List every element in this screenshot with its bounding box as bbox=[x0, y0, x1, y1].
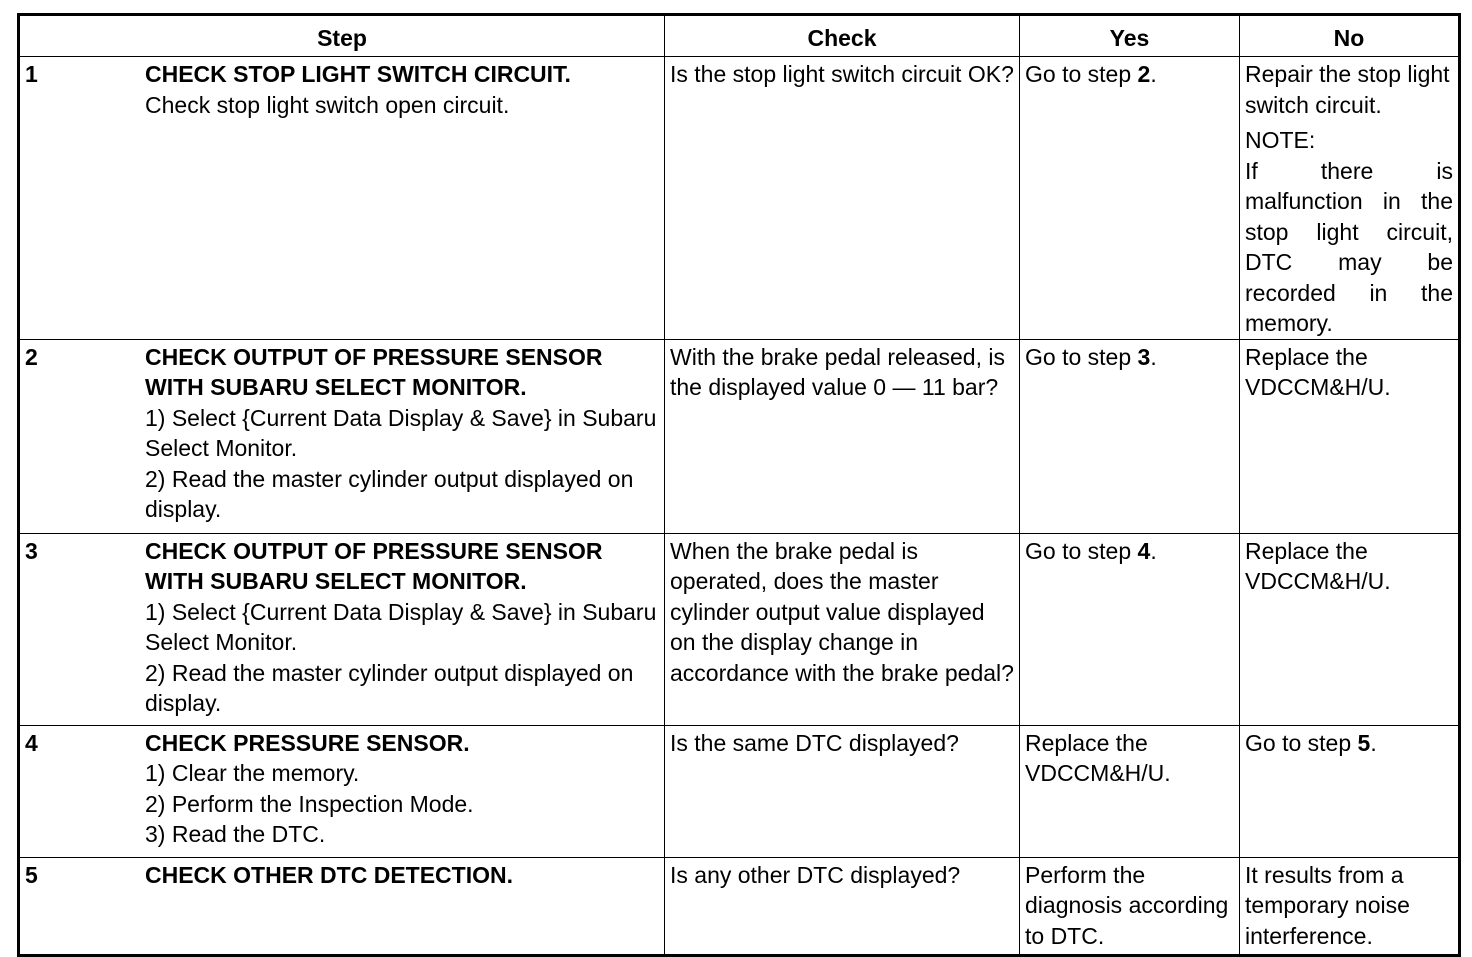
step-instruction: 2) Read the master cylinder output displayed on display. bbox=[145, 659, 634, 716]
yes-prefix: Go to step bbox=[1025, 61, 1138, 87]
diagnosis-table bbox=[17, 13, 1461, 957]
step-number: 2 bbox=[25, 343, 38, 370]
no-step-ref: 5 bbox=[1357, 729, 1371, 756]
table-row bbox=[19, 533, 1460, 725]
header-yes: Yes bbox=[1020, 15, 1240, 57]
table-header-row bbox=[19, 15, 1460, 57]
note-label: NOTE: bbox=[1245, 127, 1316, 153]
step-instruction: 1) Select {Current Data Display & Save} in Subaru Select Monitor. bbox=[145, 598, 657, 655]
step-title: CHECK STOP LIGHT SWITCH CIRCUIT. bbox=[145, 61, 571, 87]
step-cell bbox=[19, 57, 665, 340]
header-no: No bbox=[1240, 15, 1460, 57]
step-instruction: 1) Select {Current Data Display & Save} in Subaru Select Monitor. bbox=[145, 404, 657, 461]
step-number: 3 bbox=[25, 537, 38, 564]
yes-prefix: Go to step bbox=[1025, 343, 1138, 370]
no-prefix: Go to step bbox=[1245, 729, 1358, 756]
step-title: CHECK OUTPUT OF PRESSURE SENSOR WITH SUBARU SELECT MONITOR. bbox=[145, 537, 603, 594]
no-cell bbox=[1240, 57, 1460, 340]
yes-prefix: Go to step bbox=[1025, 537, 1138, 564]
yes-cell bbox=[1020, 339, 1240, 533]
no-cell bbox=[1240, 725, 1460, 857]
yes-suffix: . bbox=[1150, 343, 1157, 370]
no-suffix: . bbox=[1370, 729, 1377, 756]
step-number: 5 bbox=[25, 861, 38, 888]
yes-step-ref: 2 bbox=[1137, 61, 1151, 87]
check-cell: When the brake pedal is operated, does the master cylinder output value displayed on the display change in accordance with the brake pedal? bbox=[665, 533, 1020, 725]
no-cell: It results from a temporary noise interference. bbox=[1240, 857, 1460, 955]
table-row bbox=[19, 57, 1460, 340]
step-title: CHECK OTHER DTC DETECTION. bbox=[145, 861, 513, 888]
step-number: 4 bbox=[25, 729, 38, 756]
table-row bbox=[19, 339, 1460, 533]
step-instruction: 2) Read the master cylinder output displayed on display. bbox=[145, 465, 634, 522]
step-number: 1 bbox=[25, 61, 38, 87]
yes-cell bbox=[1020, 57, 1240, 340]
table-row bbox=[19, 725, 1460, 857]
step-cell bbox=[19, 533, 665, 725]
step-cell bbox=[19, 857, 665, 955]
step-instruction: 2) Perform the Inspection Mode. bbox=[145, 790, 474, 817]
step-instruction: 3) Read the DTC. bbox=[145, 821, 326, 847]
step-instruction: Check stop light switch open circuit. bbox=[145, 91, 510, 118]
check-cell: With the brake pedal released, is the displayed value 0 — 11 bar? bbox=[665, 339, 1020, 533]
no-cell: Replace the VDCCM&H/U. bbox=[1240, 339, 1460, 533]
step-title: CHECK OUTPUT OF PRESSURE SENSOR WITH SUBARU SELECT MONITOR. bbox=[145, 343, 603, 400]
yes-cell bbox=[1020, 533, 1240, 725]
no-cell: Replace the VDCCM&H/U. bbox=[1240, 533, 1460, 725]
check-cell: Is the stop light switch circuit OK? bbox=[665, 57, 1020, 340]
check-cell: Is any other DTC displayed? bbox=[665, 857, 1020, 955]
step-cell bbox=[19, 725, 665, 857]
check-cell: Is the same DTC displayed? bbox=[665, 725, 1020, 857]
yes-suffix: . bbox=[1150, 61, 1157, 87]
no-text: Repair the stop light switch circuit. bbox=[1245, 61, 1450, 118]
note-text: If there is malfunction in the stop light circuit, DTC may be recorded in the memory. bbox=[1245, 157, 1453, 336]
yes-cell: Perform the diagnosis according to DTC. bbox=[1020, 857, 1240, 955]
header-check: Check bbox=[665, 15, 1020, 57]
yes-cell: Replace the VDCCM&H/U. bbox=[1020, 725, 1240, 857]
yes-step-ref: 3 bbox=[1137, 343, 1151, 370]
step-title: CHECK PRESSURE SENSOR. bbox=[145, 729, 470, 756]
step-instruction: 1) Clear the memory. bbox=[145, 760, 360, 786]
yes-suffix: . bbox=[1150, 537, 1157, 564]
header-step: Step bbox=[19, 15, 665, 57]
yes-step-ref: 4 bbox=[1137, 537, 1151, 564]
table-row bbox=[19, 857, 1460, 955]
step-cell bbox=[19, 339, 665, 533]
